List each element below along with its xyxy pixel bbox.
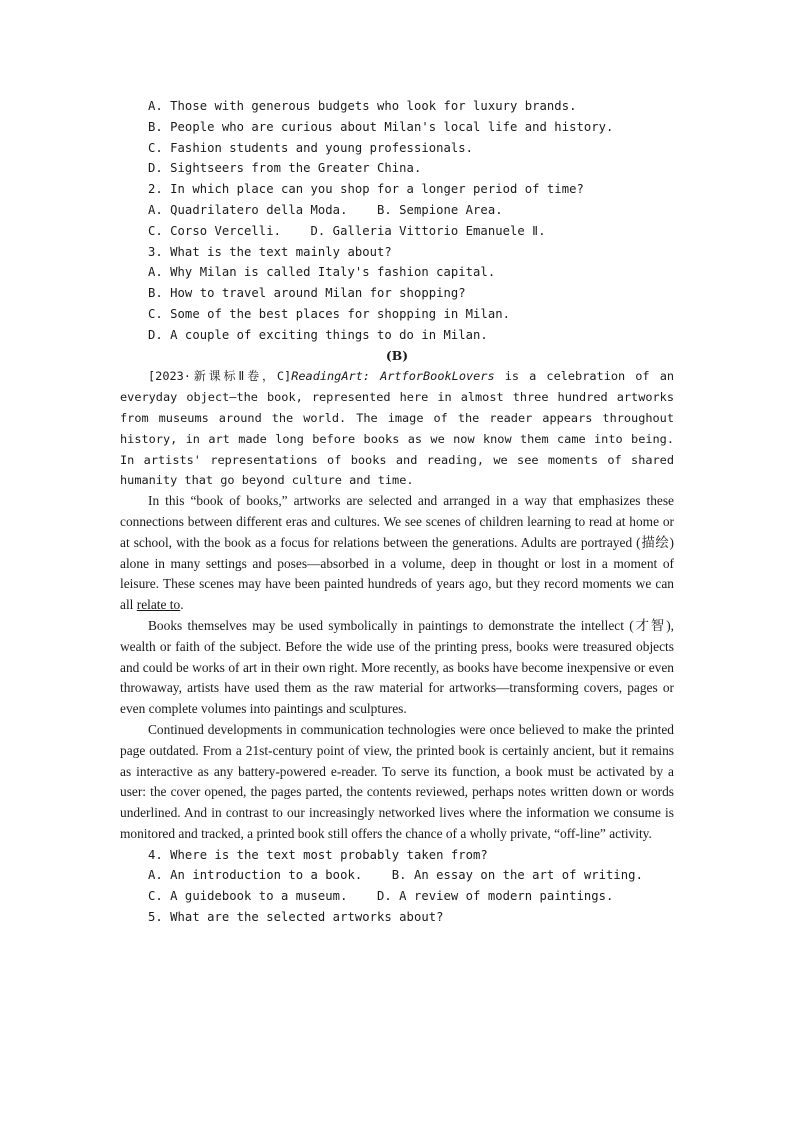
book-title: ReadingArt: ArtforBookLovers	[291, 369, 495, 384]
underlined-phrase: relate to	[136, 597, 181, 613]
q1-option-c: C. Fashion students and young professionals.	[148, 140, 474, 155]
question-5	[120, 907, 674, 928]
passage-paragraph-3: Books themselves may be used symbolically in paintings to demonstrate the intellect (才智), wealth or faith of the subject. Before the wide use of the printing press, books were treasured objects and could be works of art in their own right. More recently, as books have become inexpensive or even throwaway, artists have used them as the raw material for artworks—transforming covers, pages or even complete volumes into paintings and sculptures.	[120, 617, 674, 717]
q1-option-b: B. People who are curious about Milan's local life and history.	[148, 119, 614, 134]
q3-option-b: B. How to travel around Milan for shopping?	[148, 286, 466, 301]
paragraph-2-text: In this “book of books,” artworks are selected and arranged in a way that emphasizes these connections between different eras and cultures. We see scenes of children learning to read at home or at school, with the book as a focus for relations between the generations. Adults are portrayed (描绘) alone in many settings and poses—absorbed in a volume, deep in thought or lost in a moment of leisure. These scenes may have been painted hundreds of years ago, but they record moments we can all	[120, 493, 674, 613]
paragraph-2-end: .	[180, 597, 184, 613]
q2-stem: 2. In which place can you shop for a longer period of time?	[148, 182, 584, 197]
source-tag: [2023·新课标Ⅱ卷，C]	[148, 369, 292, 384]
passage-paragraph-4: Continued developments in communication technologies were once believed to make the printed page outdated. From a 21st-century point of view, the printed book is certainly ancient, but it remains as interactive as any battery-powered e-reader. To serve its function, a book must be activated by a user: the cover opened, the pages parted, the contents reviewed, perhaps notes written down or words underlined. And in contrast to our increasingly networked lives where the information we consume is monitored and tracked, a printed book still offers the chance of a wholly private, “off-line” activity.	[120, 721, 674, 841]
q4-stem: 4. Where is the text most probably taken from?	[148, 847, 488, 862]
q2-options-ab: A. Quadrilatero della Moda. B. Sempione Area.	[148, 202, 503, 217]
document-page	[120, 96, 674, 928]
section-b-title: (B)	[385, 347, 409, 363]
q1-option-d: D. Sightseers from the Greater China.	[148, 161, 422, 176]
q3-option-c: C. Some of the best places for shopping in Milan.	[148, 306, 510, 321]
question-2	[120, 179, 674, 241]
question-4	[120, 845, 674, 907]
paragraph-1-text: is a celebration of an everyday object—the book, represented here in almost three hundred artworks from museums around the world. The image of the reader appears throughout history, in art made long before books as we now know them came into being. In artists' representations of books and reading, we see moments of shared humanity that go beyond culture and time.	[120, 369, 675, 488]
q3-option-a: A. Why Milan is called Italy's fashion capital.	[148, 265, 496, 280]
q1-options	[120, 96, 674, 179]
q5-stem: 5. What are the selected artworks about?	[148, 910, 444, 925]
passage-paragraph-1	[120, 366, 674, 491]
passage-paragraph-2	[120, 491, 674, 616]
q1-option-a: A. Those with generous budgets who look for luxury brands.	[148, 99, 577, 113]
q3-option-d: D. A couple of exciting things to do in Milan.	[148, 327, 488, 342]
q3-stem: 3. What is the text mainly about?	[148, 244, 392, 259]
q4-options-cd: C. A guidebook to a museum. D. A review of modern paintings.	[148, 889, 614, 904]
q4-options-ab: A. An introduction to a book. B. An essay on the art of writing.	[148, 868, 643, 883]
question-3	[120, 242, 674, 346]
q2-options-cd: C. Corso Vercelli. D. Galleria Vittorio Emanuele Ⅱ.	[148, 223, 546, 238]
